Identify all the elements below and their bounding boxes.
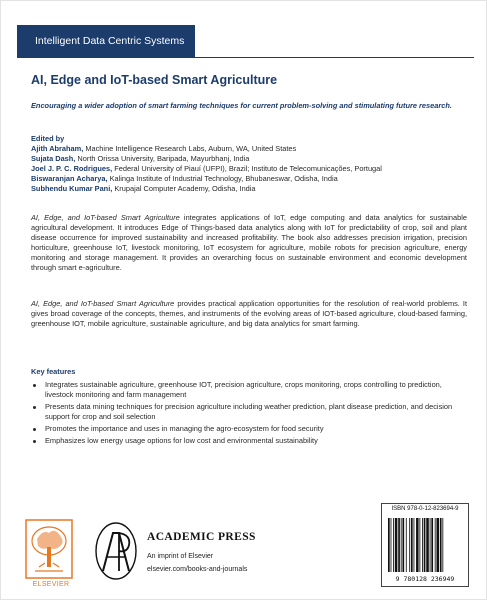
book-title: AI, Edge and IoT-based Smart Agriculture [31, 73, 278, 87]
editor-entry [31, 154, 467, 164]
publisher-website: elsevier.com/books-and-journals [147, 566, 248, 573]
barcode-bar [430, 518, 431, 572]
editor-affiliation: Federal University of Piauí (UFPI), Brazil; Instituto de Telecomunicações, Portugal [112, 164, 382, 173]
barcode-icon [388, 518, 464, 572]
feature-item [31, 380, 467, 400]
book-title-inline: AI, Edge, and IoT-based Smart Agriculture [31, 213, 180, 222]
isbn-label: ISBN 978-0-12-823694-9 [391, 506, 459, 512]
elsevier-wordmark: ELSEVIER [32, 581, 70, 588]
barcode-bar [416, 518, 419, 572]
barcode-bar [435, 518, 436, 572]
editor-affiliation: Kalinga Institute of Industrial Technology, Bhubaneswar, Odisha, India [107, 174, 338, 183]
barcode-bar [419, 518, 420, 572]
publisher-imprint: An imprint of Elsevier [147, 553, 214, 560]
barcode-bar [406, 518, 407, 572]
barcode-bar [393, 518, 394, 572]
barcode-digits: 9 780128 236949 [395, 575, 455, 583]
editor-name: Ajith Abraham, [31, 144, 84, 153]
barcode-bar [391, 518, 392, 572]
feature-item [31, 436, 467, 446]
editor-name: Subhendu Kumar Pani, [31, 184, 113, 193]
book-tagline: Encouraging a wider adoption of smart farming techniques for current problem-solving and stimulating future research. [31, 101, 452, 110]
editor-name: Joel J. P. C. Rodrigues, [31, 164, 113, 173]
editor-affiliation: North Orissa University, Baripada, Mayurbhanj, India [75, 154, 250, 163]
editor-entry [31, 164, 467, 174]
paragraph-text: provides practical application opportunities for the resolution of real-world problems. It gives broad coverage of the concepts, themes, and instruments of the evolving areas of IOT-based agriculture, cloud-based farming, greenhouse IOT, mobile agriculture, sustainable agriculture, and big data analytics for smart farming. [31, 299, 468, 328]
description-paragraph-2 [31, 299, 467, 329]
barcode-bar [431, 518, 433, 572]
barcode-bar [440, 518, 442, 572]
barcode-bar [402, 518, 404, 572]
editor-name: Biswaranjan Acharya, [31, 174, 108, 183]
description-paragraph-1 [31, 213, 467, 273]
series-banner [17, 25, 195, 57]
editors-section [31, 134, 467, 194]
key-features-label: Key features [31, 367, 76, 376]
barcode-bar [422, 518, 423, 572]
series-divider [17, 57, 474, 58]
barcode-bar [414, 518, 415, 572]
paragraph-text: integrates applications of IoT, edge computing and data analytics for sustainable agricultural development. It introduces Edge of Things-based data analytics along with IoT for predictability of crop, soil and plant disease occurrence for improved sustainability and increased profitability. The book also addresses precision irrigation, precision horticulture, greenhouse IoT, livestock monitoring, IoT ecosystem for agriculture, mobile robots for precision agriculture, energy monitoring and storage management. It provides an overarching focus on sustainable environment and economic development through smart e-agriculture. [31, 213, 467, 272]
barcode-bar [388, 518, 390, 572]
editor-entry [31, 174, 467, 184]
editor-affiliation: Machine Intelligence Research Labs, Auburn, WA, United States [83, 144, 297, 153]
editor-entry [31, 184, 467, 194]
barcode-bar [426, 518, 429, 572]
barcode-bar [411, 518, 413, 572]
barcode-bar [424, 518, 426, 572]
editor-name: Sujata Dash, [31, 154, 76, 163]
bullet-icon [33, 384, 36, 387]
feature-text: Presents data mining techniques for precision agriculture including weather prediction, plant disease prediction, and decision support for crop and soil selection [45, 402, 453, 421]
barcode-bar [398, 518, 400, 572]
key-features-section [31, 367, 467, 448]
barcode-bar [442, 518, 443, 572]
barcode-bar [401, 518, 402, 572]
book-title-inline: AI, Edge, and IoT-based Smart Agriculture [31, 299, 175, 308]
academic-press-logo-icon [93, 521, 139, 583]
feature-item [31, 402, 467, 422]
bullet-icon [33, 406, 36, 409]
feature-text: Integrates sustainable agriculture, greenhouse IOT, precision agriculture, crops monitoring, crops controlling to prediction, livestock monitoring and farm management [45, 380, 442, 399]
feature-item [31, 424, 467, 434]
publisher-name: ACADEMIC PRESS [147, 531, 256, 543]
series-name: Intelligent Data Centric Systems [35, 35, 185, 47]
feature-text: Emphasizes low energy usage options for low cost and environmental sustainability [45, 436, 318, 445]
feature-text: Promotes the importance and uses in managing the agro-ecosystem for food security [45, 424, 324, 433]
isbn-barcode-box [381, 503, 469, 587]
editors-label: Edited by [31, 134, 65, 143]
editor-affiliation: Krupajal Computer Academy, Odisha, India [112, 184, 256, 193]
barcode-bar [409, 518, 410, 572]
barcode-bar [436, 518, 439, 572]
bullet-icon [33, 428, 36, 431]
elsevier-tree-logo-icon [25, 519, 73, 585]
bullet-icon [33, 440, 36, 443]
barcode-bar [395, 518, 398, 572]
editor-entry [31, 144, 467, 154]
